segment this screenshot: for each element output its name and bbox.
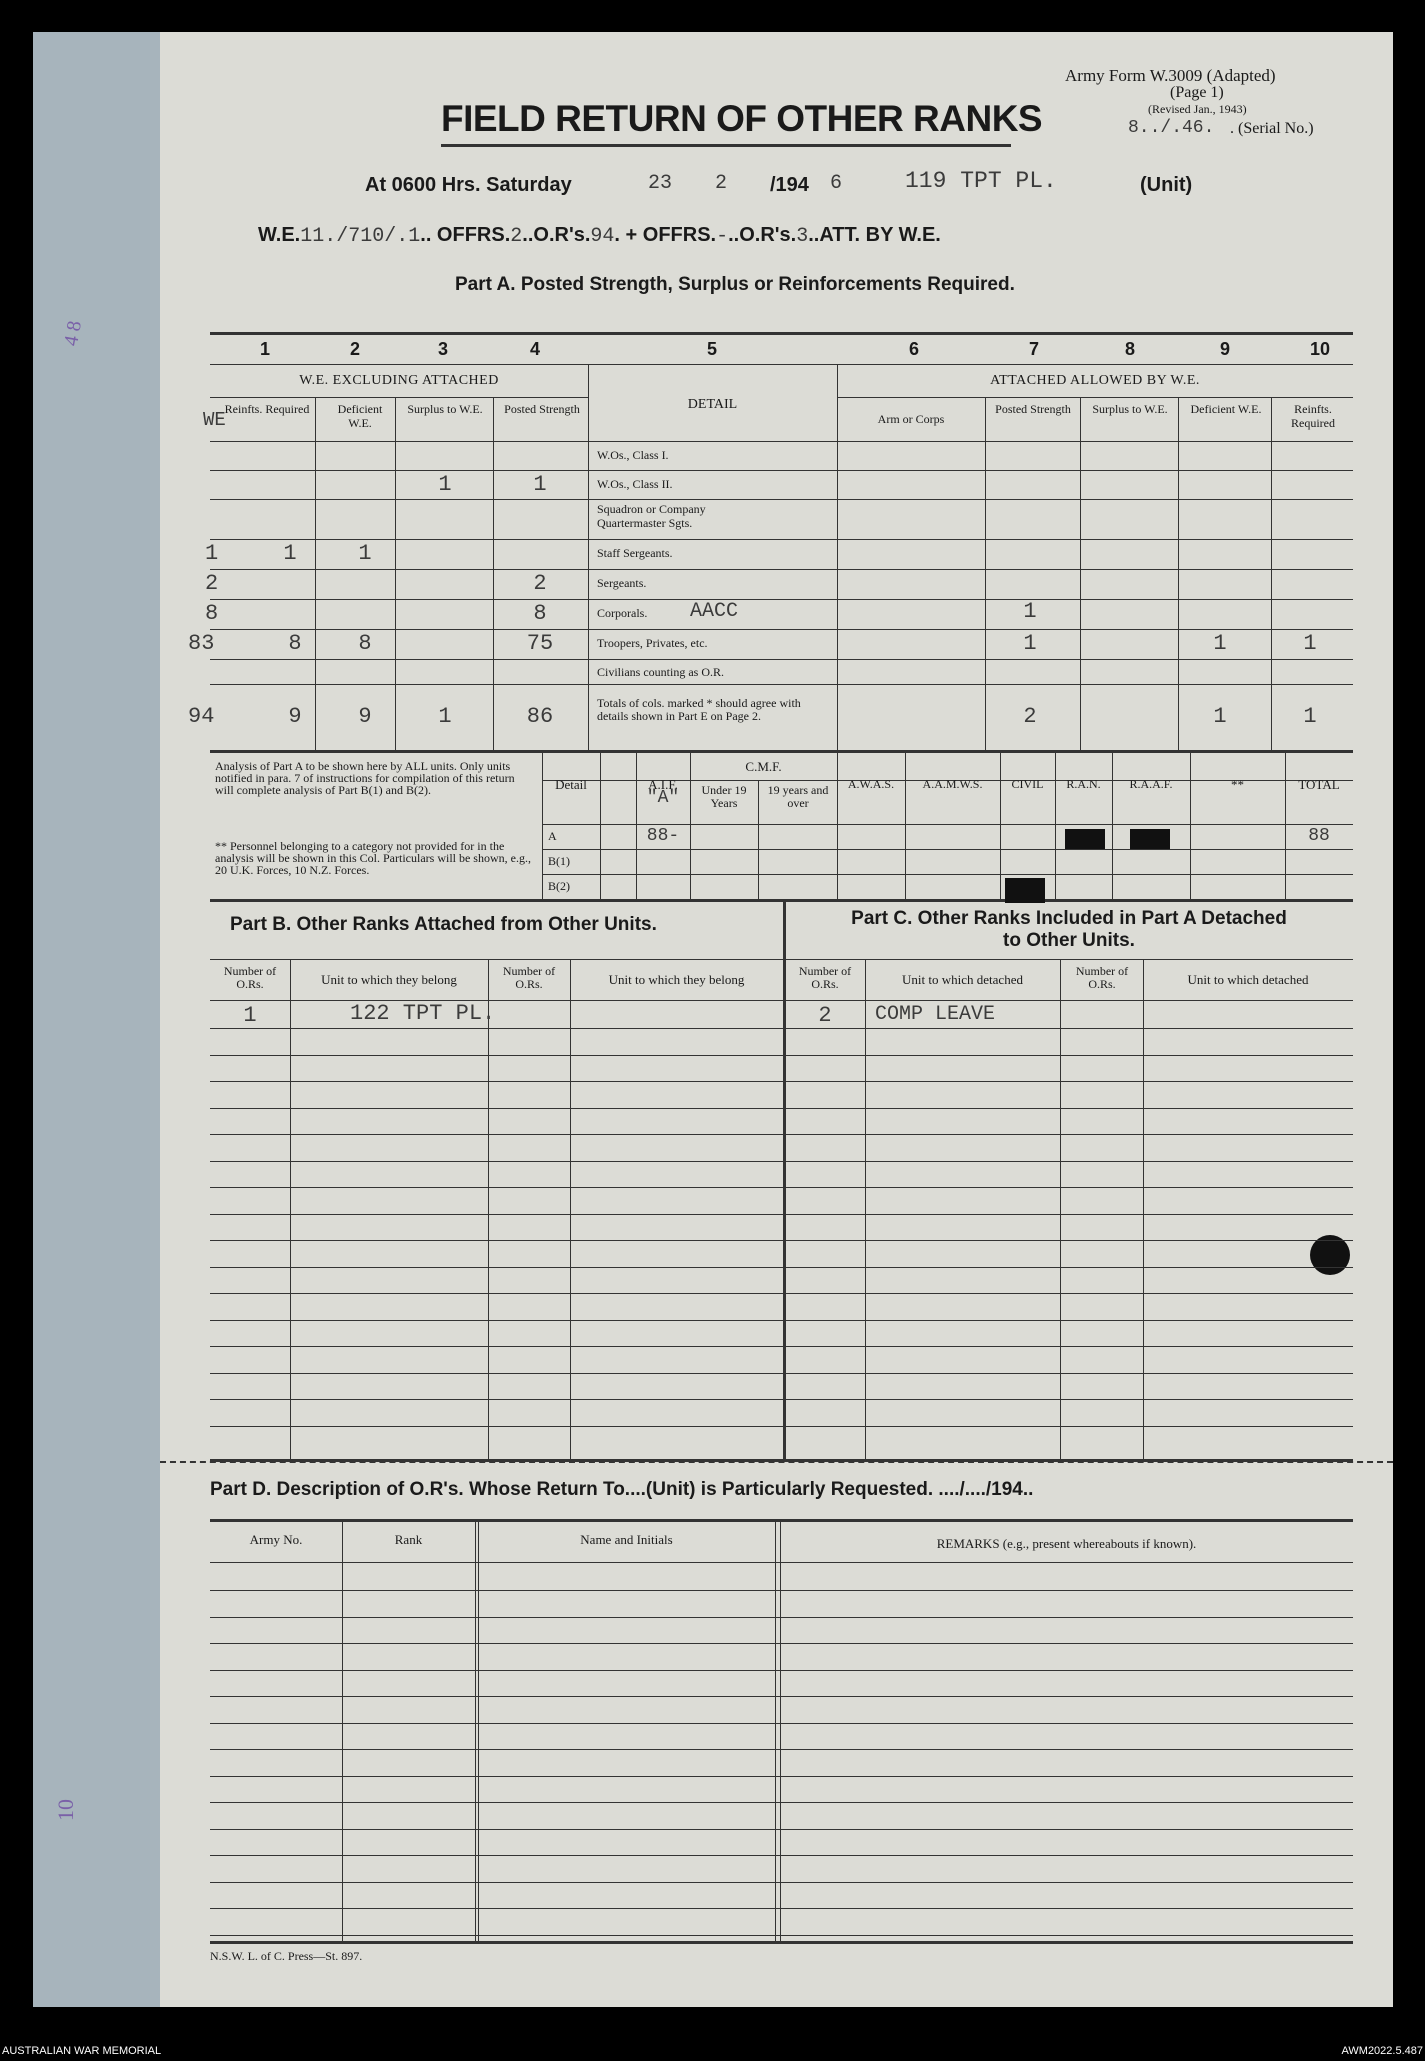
redaction-block — [1005, 878, 1045, 903]
analysis-aamws: A.A.M.W.S. — [922, 777, 983, 791]
unit-value: 119 TPT PL. — [905, 168, 1057, 194]
pte-deficient: 8 — [358, 631, 372, 656]
detail-cpl: Corporals. — [597, 606, 648, 620]
col-number: 8 — [1124, 339, 1135, 359]
ruled-line — [210, 1908, 1353, 1909]
ruled-line — [210, 1855, 1353, 1856]
left-header: Reinfts. Required — [224, 402, 310, 416]
tot-att-posted: 2 — [1023, 704, 1037, 729]
ruled-line — [210, 1590, 1353, 1591]
analysis-a-aif: 88- — [646, 826, 680, 846]
analysis-stars: ** — [1231, 777, 1244, 792]
ruled-line — [210, 1643, 1353, 1644]
year-prefix: /194 — [770, 174, 809, 196]
ruled-line — [210, 1081, 1353, 1082]
left-header: Posted Strength — [504, 402, 580, 416]
tot-reinf: 9 — [288, 704, 302, 729]
ruled-line — [210, 1240, 1353, 1241]
part-b-row-num: 1 — [243, 1003, 257, 1028]
part-c-num-header: Number of O.Rs. — [798, 964, 852, 991]
cpl-att-posted: 1 — [1023, 599, 1037, 624]
part-b-title: Part B. Other Ranks Attached from Other Units. — [230, 914, 657, 935]
tot-pre: 94 — [188, 704, 215, 729]
ssgt-deficient: 1 — [358, 541, 372, 566]
serial-label: . (Serial No.) — [1230, 120, 1314, 137]
col-number: 7 — [1028, 339, 1039, 359]
analysis-a-total: 88 — [1308, 826, 1330, 846]
ruled-line — [210, 1346, 1353, 1347]
revised-label: (Revised Jan., 1943) — [1148, 102, 1247, 116]
sgt-posted: 2 — [533, 571, 547, 596]
right-header: Deficient W.E. — [1190, 402, 1262, 416]
form-page — [160, 32, 1393, 2007]
wo2-surplus: 1 — [438, 472, 452, 497]
col-number: 9 — [1219, 339, 1230, 359]
ruled-line — [210, 1426, 1353, 1427]
part-c-title-2: to Other Units. — [1003, 930, 1135, 951]
col-number: 5 — [706, 339, 717, 359]
col-number: 10 — [1309, 339, 1331, 359]
footer-right: AWM2022.5.487 — [1341, 2045, 1423, 2057]
detail-ssgt: Staff Sergeants. — [597, 546, 673, 560]
we-mark: WE — [203, 409, 226, 431]
part-c-unit-header-2: Unit to which detached — [1187, 972, 1309, 987]
we-label: W.E. — [258, 224, 301, 246]
part-b-num-header: Number of O.Rs. — [223, 964, 277, 991]
at-label: At 0600 Hrs. Saturday — [365, 174, 572, 196]
analysis-aif: A.I.F. — [648, 777, 678, 792]
ruled-line — [210, 1161, 1353, 1162]
analysis-row-a: A — [548, 829, 557, 843]
army-form-label: Army Form W.3009 (Adapted) — [1065, 66, 1276, 85]
right-header: Posted Strength — [995, 402, 1071, 416]
col-number: 3 — [437, 339, 448, 359]
part-c-title-1: Part C. Other Ranks Included in Part A Detached — [851, 908, 1287, 929]
pte-att-reinf: 1 — [1303, 631, 1317, 656]
ruled-line — [210, 1108, 1353, 1109]
part-d-title: Part D. Description of O.R's. Whose Return To....(Unit) is Particularly Requested. ..../..../194.. — [210, 1479, 1034, 1500]
printer-imprint: N.S.W. L. of C. Press—St. 897. — [210, 1949, 363, 1963]
year-digit: 6 — [830, 172, 843, 195]
tot-att-reinf: 1 — [1303, 704, 1317, 729]
analysis-detail: Detail — [555, 777, 587, 792]
date-month: 2 — [715, 172, 728, 195]
detail-civ: Civilians counting as O.R. — [597, 665, 724, 679]
redaction-block — [1130, 829, 1170, 849]
right-header: Surplus to W.E. — [1092, 402, 1168, 416]
page-label: (Page 1) — [1170, 84, 1224, 101]
pte-att-posted: 1 — [1023, 631, 1037, 656]
ssgt-reinf: 1 — [283, 541, 297, 566]
tot-surplus: 1 — [438, 704, 452, 729]
part-d-rank-header: Rank — [394, 1532, 423, 1547]
ruled-line — [210, 1776, 1353, 1777]
pte-posted: 75 — [526, 631, 554, 656]
analysis-civil: CIVIL — [1011, 777, 1044, 791]
detail-wo2: W.Os., Class II. — [597, 477, 673, 491]
margin-mark-bottom: 10 — [53, 1799, 78, 1821]
analysis-raaf: R.A.A.F. — [1129, 777, 1173, 791]
we-line — [258, 224, 941, 248]
unit-label: (Unit) — [1140, 174, 1193, 196]
punch-hole — [1310, 1235, 1350, 1275]
cpl-posted: 8 — [533, 601, 547, 626]
offrs-label: .. OFFRS. — [420, 224, 511, 246]
right-header: Reinfts. Required — [1291, 402, 1335, 430]
ruled-line — [210, 1802, 1353, 1803]
pte-pre: 83 — [188, 631, 215, 656]
ruled-line — [210, 1293, 1353, 1294]
part-c-unit-header: Unit to which detached — [902, 972, 1023, 987]
analysis-awas: A.W.A.S. — [847, 777, 895, 791]
ruled-line — [210, 1320, 1353, 1321]
left-header: Surplus to W.E. — [407, 402, 483, 416]
ruled-line — [210, 1829, 1353, 1830]
left-margin-strip — [33, 32, 160, 2007]
detail-pte: Troopers, Privates, etc. — [597, 636, 708, 650]
group-right-header: ATTACHED ALLOWED BY W.E. — [990, 373, 1200, 388]
ruled-line — [210, 1373, 1353, 1374]
analysis-row-b2: B(2) — [548, 879, 570, 893]
plus-offrs-value: - — [716, 225, 729, 248]
part-b-num-header-2: Number of O.Rs. — [502, 964, 556, 991]
we-value: 11./710/.1 — [300, 225, 421, 248]
tot-posted: 86 — [526, 704, 554, 729]
analysis-row-b1: B(1) — [548, 854, 570, 868]
part-b-unit-header: Unit to which they belong — [321, 972, 457, 987]
col-number: 1 — [259, 339, 270, 359]
ruled-line — [210, 1134, 1353, 1135]
footer-left: AUSTRALIAN WAR MEMORIAL — [2, 2045, 162, 2057]
serial-value: 8../.46. — [1128, 118, 1215, 138]
part-d-name-header: Name and Initials — [580, 1532, 673, 1547]
detail-sgt: Sergeants. — [597, 576, 647, 590]
ruled-line — [210, 1670, 1353, 1671]
col-number: 2 — [349, 339, 360, 359]
ruled-line — [210, 1214, 1353, 1215]
ruled-line — [210, 1399, 1353, 1400]
ruled-line — [210, 1935, 1353, 1936]
detail-totals: Totals of cols. marked * should agree with details shown in Part E on Page 2. — [597, 696, 801, 723]
ssgt-pre: 1 — [205, 541, 219, 566]
col-number: 6 — [908, 339, 919, 359]
ors-label: ..O.R's. — [522, 224, 591, 246]
ruled-line — [210, 1749, 1353, 1750]
ors-value: 94 — [590, 225, 615, 248]
left-header: Deficient W.E. — [337, 402, 383, 430]
part-d-remarks-header: REMARKS (e.g., present whereabouts if known). — [936, 1536, 1197, 1551]
analysis-note-1: Analysis of Part A to be shown here by ALL units. Only units notified in para. 7 of instructions for compilation of this return will complete analysis of Part B(1) and B(2). — [215, 759, 515, 797]
detail-wo1: W.Os., Class I. — [597, 448, 669, 462]
part-b-unit-header-2: Unit to which they belong — [608, 972, 745, 987]
analysis-over19: 19 years and over — [767, 783, 829, 810]
col-number: 4 — [529, 339, 540, 359]
part-b-row-unit: 122 TPT PL. — [350, 1001, 496, 1026]
part-c-row-unit: COMP LEAVE — [875, 1003, 996, 1026]
wo2-posted: 1 — [533, 472, 547, 497]
plus-offrs-label: . + OFFRS. — [614, 224, 717, 246]
plus-ors-label: ..O.R's. — [728, 224, 797, 246]
form-title: FIELD RETURN OF OTHER RANKS — [441, 98, 1043, 139]
offrs-value: 2 — [510, 225, 523, 248]
analysis-aif-mark: "A" — [646, 788, 680, 808]
ruled-line — [210, 1882, 1353, 1883]
cpl-pre: 8 — [205, 601, 219, 626]
ruled-line — [210, 1028, 1353, 1029]
tot-att-deficient: 1 — [1213, 704, 1227, 729]
tot-deficient: 9 — [358, 704, 372, 729]
part-d-army-header: Army No. — [249, 1532, 303, 1547]
part-c-row-num: 2 — [818, 1003, 832, 1028]
analysis-note-2: ** Personnel belonging to a category not provided for in the analysis will be shown in this Col. Particulars will be shown, e.g., 20 U.K. Forces, 10 N.Z. Forces. — [215, 839, 531, 877]
ruled-line — [210, 1617, 1353, 1618]
plus-ors-value: 3 — [796, 225, 809, 248]
date-day: 23 — [648, 172, 673, 195]
ruled-line — [210, 1696, 1353, 1697]
ruled-line — [210, 1187, 1353, 1188]
part-a-title: Part A. Posted Strength, Surplus or Reinforcements Required. — [455, 274, 1015, 295]
pte-att-deficient: 1 — [1213, 631, 1227, 656]
margin-mark-top: 4 8 — [60, 319, 87, 348]
title-underline — [441, 144, 1011, 147]
right-header: Arm or Corps — [877, 412, 945, 426]
redaction-block — [1065, 829, 1105, 849]
detail-header: DETAIL — [687, 397, 738, 412]
group-left-header: W.E. EXCLUDING ATTACHED — [299, 373, 499, 388]
analysis-cmf: C.M.F. — [745, 759, 782, 774]
analysis-ran: R.A.N. — [1066, 777, 1101, 791]
detail-cqms: Squadron or Company Quartermaster Sgts. — [597, 502, 706, 530]
att-label: ..ATT. BY W.E. — [808, 224, 941, 246]
analysis-total: TOTAL — [1298, 777, 1340, 792]
analysis-under19: Under 19 Years — [701, 783, 747, 810]
detail-cpl-extra: AACC — [690, 600, 739, 623]
pte-reinf: 8 — [288, 631, 302, 656]
ruled-line — [210, 1723, 1353, 1724]
ruled-line — [210, 1267, 1353, 1268]
part-c-num-header-2: Number of O.Rs. — [1075, 964, 1129, 991]
sgt-pre: 2 — [205, 571, 219, 596]
ruled-line — [210, 1055, 1353, 1056]
